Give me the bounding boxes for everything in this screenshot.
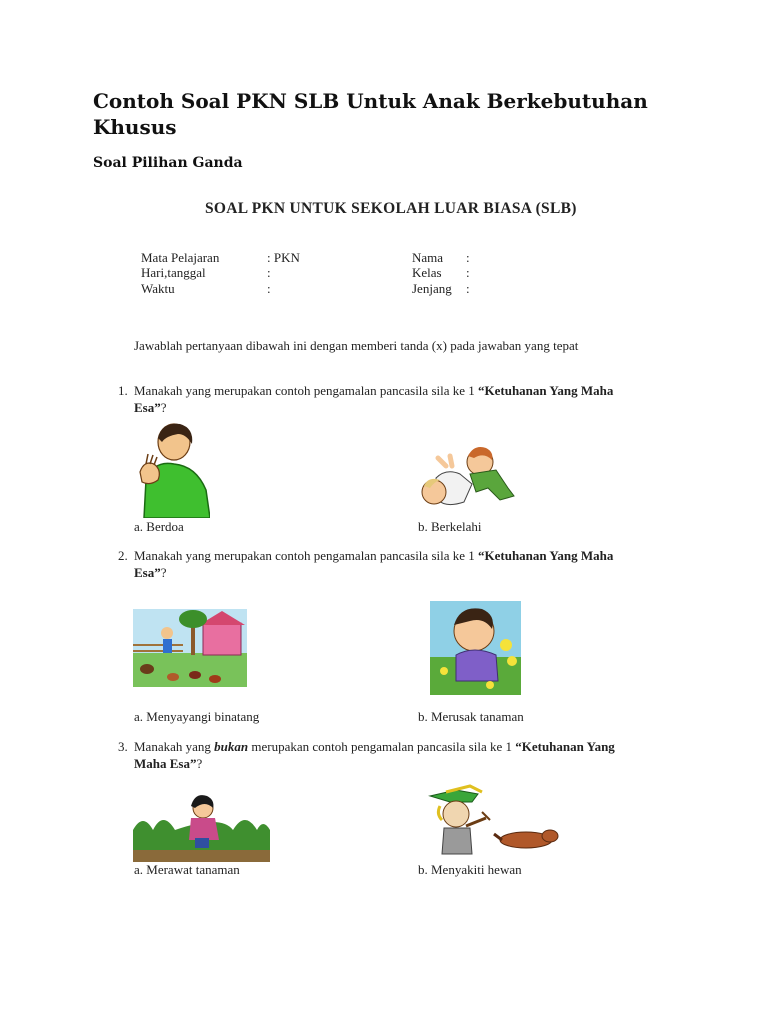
question-text-middle: merupakan contoh pengamalan pancasila sila ke 1 xyxy=(248,739,516,754)
option-a[interactable]: a. Merawat tanaman xyxy=(134,862,240,877)
boy-with-flowers-illustration xyxy=(430,601,521,695)
question-number: 1. xyxy=(118,383,128,398)
question-quote: “Ketuhanan Yang Maha Esa” xyxy=(134,739,615,771)
option-a[interactable]: a. Menyayangi binatang xyxy=(134,709,260,724)
mata-pelajaran-value: : PKN xyxy=(267,250,300,265)
question-emphasis: bukan xyxy=(214,739,249,754)
question-quote: “Ketuhanan Yang Maha Esa” xyxy=(134,383,614,415)
fighting-kids-illustration xyxy=(416,444,516,514)
question-number: 3. xyxy=(118,739,128,754)
question-text: Manakah yang xyxy=(134,739,215,754)
boy-hurting-animal-illustration xyxy=(426,784,560,858)
mata-pelajaran-label: Mata Pelajaran xyxy=(141,250,220,265)
jenjang-label: Jenjang xyxy=(412,281,452,296)
question-end: ? xyxy=(160,565,167,580)
question-1 xyxy=(118,382,638,416)
question-end: ? xyxy=(196,756,203,771)
question-text: Manakah yang merupakan contoh pengamalan pancasila sila ke 1 xyxy=(134,383,479,398)
girl-planting-illustration xyxy=(133,790,270,862)
option-b[interactable]: b. Berkelahi xyxy=(418,519,482,534)
waktu-value: : xyxy=(267,281,271,296)
question-number: 2. xyxy=(118,548,128,563)
praying-boy-illustration xyxy=(134,420,210,518)
question-text: Manakah yang merupakan contoh pengamalan pancasila sila ke 1 xyxy=(134,548,479,563)
option-b[interactable]: b. Merusak tanaman xyxy=(418,709,524,724)
question-quote: “Ketuhanan Yang Maha Esa” xyxy=(134,548,614,580)
question-end: ? xyxy=(160,400,167,415)
page-title: Contoh Soal PKN SLB Untuk Anak Berkebutuhan Khusus xyxy=(93,89,648,139)
jenjang-value: : xyxy=(466,281,470,296)
section-title: Soal Pilihan Ganda xyxy=(93,155,243,171)
question-3 xyxy=(118,738,638,772)
nama-label: Nama xyxy=(412,250,444,265)
kelas-value: : xyxy=(466,265,470,280)
instruction: Jawablah pertanyaan dibawah ini dengan memberi tanda (x) pada jawaban yang tepat xyxy=(134,338,579,353)
question-2 xyxy=(118,547,638,581)
option-b[interactable]: b. Menyakiti hewan xyxy=(418,862,522,877)
farm-animals-illustration xyxy=(133,609,247,687)
hari-tanggal-value: : xyxy=(267,265,271,280)
hari-tanggal-label: Hari,tanggal xyxy=(141,265,206,280)
option-a[interactable]: a. Berdoa xyxy=(134,519,184,534)
nama-value: : xyxy=(466,250,470,265)
document-heading: SOAL PKN UNTUK SEKOLAH LUAR BIASA (SLB) xyxy=(205,200,577,217)
waktu-label: Waktu xyxy=(141,281,175,296)
kelas-label: Kelas xyxy=(412,265,442,280)
